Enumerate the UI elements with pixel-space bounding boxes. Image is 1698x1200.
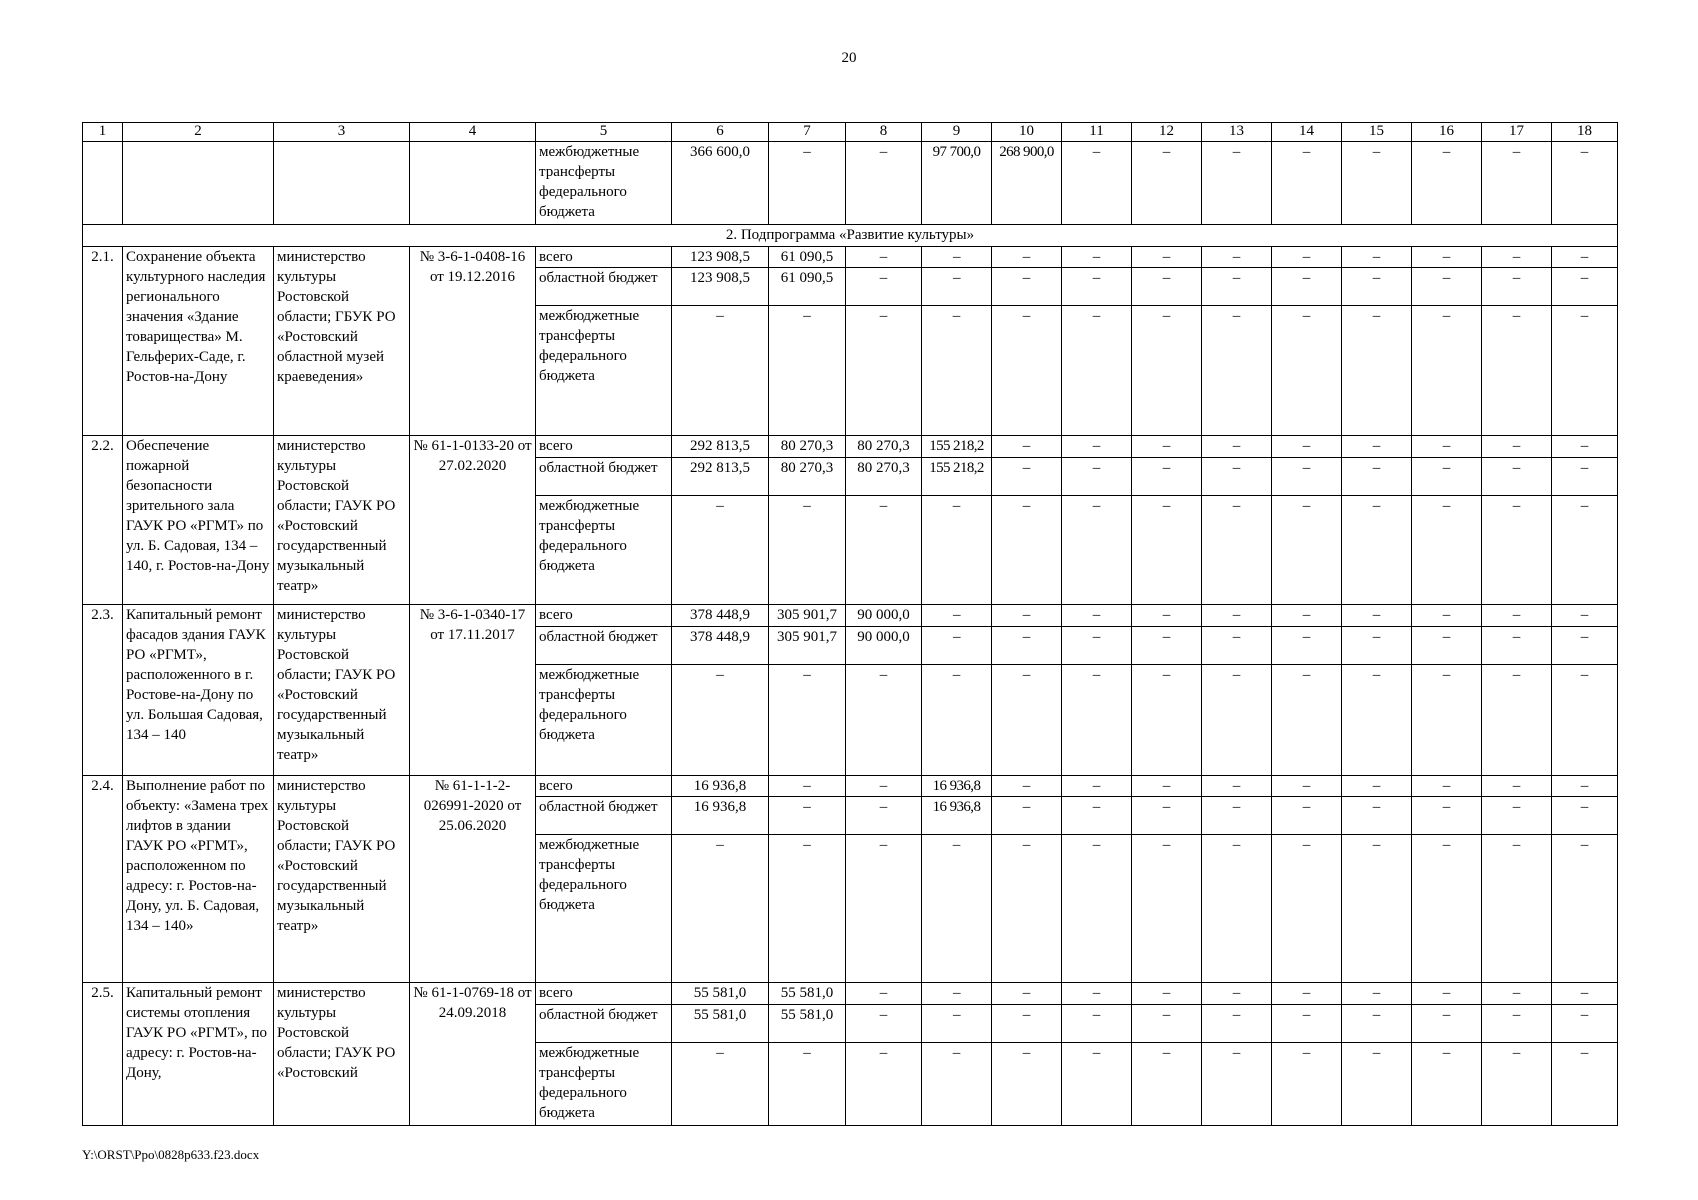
cont-source: межбюджетные трансферты федерального бюджета — [536, 142, 672, 225]
federal-col9: – — [922, 1042, 992, 1125]
header-col-8: 8 — [846, 123, 922, 142]
regional-col12: – — [1132, 626, 1202, 664]
section-title: 2. Подпрограмма «Развитие культуры» — [83, 225, 1618, 247]
total-col16: – — [1412, 605, 1482, 627]
regional-col11: – — [1062, 1004, 1132, 1042]
federal-col17: – — [1482, 306, 1552, 436]
total-col15: – — [1342, 605, 1412, 627]
source-total: всего — [536, 775, 672, 797]
total-col6: 16 936,8 — [672, 775, 769, 797]
total-col13: – — [1202, 436, 1272, 458]
regional-col14: – — [1272, 797, 1342, 835]
source-federal: межбюджетные трансферты федерального бюджета — [536, 664, 672, 775]
item-number: 2.3. — [83, 605, 123, 775]
federal-col8: – — [846, 664, 922, 775]
cont-col10: 268 900,0 — [992, 142, 1062, 225]
regional-col18: – — [1552, 1004, 1618, 1042]
regional-col7: 55 581,0 — [769, 1004, 846, 1042]
total-col14: – — [1272, 246, 1342, 268]
federal-col17: – — [1482, 495, 1552, 605]
cont-cell-3 — [274, 142, 410, 225]
item-number: 2.5. — [83, 983, 123, 1126]
cont-col11: – — [1062, 142, 1132, 225]
total-col16: – — [1412, 983, 1482, 1005]
source-regional: областной бюджет — [536, 797, 672, 835]
total-col9: – — [922, 983, 992, 1005]
federal-col16: – — [1412, 664, 1482, 775]
total-col14: – — [1272, 605, 1342, 627]
federal-col16: – — [1412, 306, 1482, 436]
federal-col6: – — [672, 1042, 769, 1125]
regional-col10: – — [992, 268, 1062, 306]
source-total: всего — [536, 983, 672, 1005]
regional-col9: – — [922, 1004, 992, 1042]
cont-cell-2 — [123, 142, 274, 225]
total-col13: – — [1202, 775, 1272, 797]
federal-col7: – — [769, 1042, 846, 1125]
total-col15: – — [1342, 775, 1412, 797]
source-total: всего — [536, 246, 672, 268]
cont-col12: – — [1132, 142, 1202, 225]
federal-col9: – — [922, 834, 992, 983]
total-col13: – — [1202, 246, 1272, 268]
regional-col17: – — [1482, 797, 1552, 835]
regional-col17: – — [1482, 268, 1552, 306]
cont-cell-4 — [410, 142, 536, 225]
federal-col9: – — [922, 664, 992, 775]
regional-col13: – — [1202, 797, 1272, 835]
regional-col7: 305 901,7 — [769, 626, 846, 664]
regional-col9: – — [922, 626, 992, 664]
federal-col11: – — [1062, 664, 1132, 775]
total-col14: – — [1272, 436, 1342, 458]
federal-col10: – — [992, 1042, 1062, 1125]
total-col7: 305 901,7 — [769, 605, 846, 627]
total-col6: 123 908,5 — [672, 246, 769, 268]
federal-col10: – — [992, 306, 1062, 436]
total-col11: – — [1062, 983, 1132, 1005]
total-col8: 90 000,0 — [846, 605, 922, 627]
regional-col9: – — [922, 268, 992, 306]
cont-col7: – — [769, 142, 846, 225]
federal-col13: – — [1202, 306, 1272, 436]
total-col18: – — [1552, 983, 1618, 1005]
regional-col16: – — [1412, 1004, 1482, 1042]
source-regional: областной бюджет — [536, 457, 672, 495]
document-number: № 3-6-1-0408-16 от 19.12.2016 — [410, 246, 536, 436]
federal-col9: – — [922, 306, 992, 436]
cont-col16: – — [1412, 142, 1482, 225]
regional-col9: 155 218,2 — [922, 457, 992, 495]
header-col-3: 3 — [274, 123, 410, 142]
cont-col9: 97 700,0 — [922, 142, 992, 225]
federal-col11: – — [1062, 834, 1132, 983]
object-name: Капитальный ремонт фасадов здания ГАУК РО «РГМТ», расположенного в г. Ростове-на-Дону по ул. Большая Садовая, 134 – 140 — [123, 605, 274, 775]
regional-col7: – — [769, 797, 846, 835]
regional-col16: – — [1412, 797, 1482, 835]
regional-col15: – — [1342, 1004, 1412, 1042]
item-row-total — [83, 436, 1618, 458]
customer-name: министерство культуры Ростовской области; ГАУК РО «Ростовский — [274, 983, 410, 1126]
federal-col17: – — [1482, 1042, 1552, 1125]
total-col16: – — [1412, 436, 1482, 458]
header-col-1: 1 — [83, 123, 123, 142]
table-body — [83, 123, 1618, 1126]
total-col17: – — [1482, 246, 1552, 268]
customer-name: министерство культуры Ростовской области; ГБУК РО «Ростовский областной музей краеведения» — [274, 246, 410, 436]
regional-col15: – — [1342, 797, 1412, 835]
total-col7: 55 581,0 — [769, 983, 846, 1005]
federal-col13: – — [1202, 1042, 1272, 1125]
federal-col13: – — [1202, 834, 1272, 983]
federal-col12: – — [1132, 664, 1202, 775]
total-col8: – — [846, 983, 922, 1005]
item-row-total — [83, 246, 1618, 268]
header-col-12: 12 — [1132, 123, 1202, 142]
federal-col7: – — [769, 664, 846, 775]
federal-col15: – — [1342, 1042, 1412, 1125]
federal-col16: – — [1412, 1042, 1482, 1125]
regional-col8: – — [846, 1004, 922, 1042]
regional-col6: 378 448,9 — [672, 626, 769, 664]
federal-col12: – — [1132, 1042, 1202, 1125]
header-col-11: 11 — [1062, 123, 1132, 142]
object-name: Выполнение работ по объекту: «Замена трех лифтов в здании ГАУК РО «РГМТ», расположенном по адресу: г. Ростов-на-Дону, ул. Б. Садовая, 134 – 140» — [123, 775, 274, 983]
federal-col6: – — [672, 306, 769, 436]
total-col10: – — [992, 775, 1062, 797]
federal-col15: – — [1342, 306, 1412, 436]
federal-col16: – — [1412, 834, 1482, 983]
item-row-total — [83, 605, 1618, 627]
federal-col18: – — [1552, 664, 1618, 775]
regional-col13: – — [1202, 626, 1272, 664]
header-col-6: 6 — [672, 123, 769, 142]
federal-col7: – — [769, 495, 846, 605]
item-row-total — [83, 983, 1618, 1005]
source-regional: областной бюджет — [536, 268, 672, 306]
total-col12: – — [1132, 983, 1202, 1005]
document-number: № 61-1-0133-20 от 27.02.2020 — [410, 436, 536, 605]
federal-col18: – — [1552, 495, 1618, 605]
total-col10: – — [992, 983, 1062, 1005]
total-col8: 80 270,3 — [846, 436, 922, 458]
total-col9: – — [922, 605, 992, 627]
federal-col13: – — [1202, 664, 1272, 775]
header-col-16: 16 — [1412, 123, 1482, 142]
total-col6: 292 813,5 — [672, 436, 769, 458]
regional-col7: 61 090,5 — [769, 268, 846, 306]
federal-col6: – — [672, 664, 769, 775]
header-col-14: 14 — [1272, 123, 1342, 142]
cont-col15: – — [1342, 142, 1412, 225]
cont-col18: – — [1552, 142, 1618, 225]
total-col8: – — [846, 246, 922, 268]
regional-col14: – — [1272, 268, 1342, 306]
federal-col8: – — [846, 306, 922, 436]
regional-col7: 80 270,3 — [769, 457, 846, 495]
source-regional: областной бюджет — [536, 626, 672, 664]
regional-col15: – — [1342, 268, 1412, 306]
federal-col14: – — [1272, 1042, 1342, 1125]
federal-col8: – — [846, 495, 922, 605]
item-number: 2.1. — [83, 246, 123, 436]
federal-col10: – — [992, 664, 1062, 775]
document-number: № 61-1-1-2-026991-2020 от 25.06.2020 — [410, 775, 536, 983]
regional-col6: 16 936,8 — [672, 797, 769, 835]
header-col-7: 7 — [769, 123, 846, 142]
total-col14: – — [1272, 775, 1342, 797]
total-col12: – — [1132, 436, 1202, 458]
regional-col18: – — [1552, 457, 1618, 495]
federal-col14: – — [1272, 306, 1342, 436]
total-col11: – — [1062, 605, 1132, 627]
customer-name: министерство культуры Ростовской области; ГАУК РО «Ростовский государственный музыкальный театр» — [274, 436, 410, 605]
header-col-2: 2 — [123, 123, 274, 142]
total-col6: 55 581,0 — [672, 983, 769, 1005]
header-col-18: 18 — [1552, 123, 1618, 142]
customer-name: министерство культуры Ростовской области; ГАУК РО «Ростовский государственный музыкальный театр» — [274, 775, 410, 983]
source-federal: межбюджетные трансферты федерального бюджета — [536, 1042, 672, 1125]
regional-col6: 55 581,0 — [672, 1004, 769, 1042]
total-col7: 61 090,5 — [769, 246, 846, 268]
source-regional: областной бюджет — [536, 1004, 672, 1042]
total-col11: – — [1062, 775, 1132, 797]
source-total: всего — [536, 605, 672, 627]
regional-col18: – — [1552, 626, 1618, 664]
source-federal: межбюджетные трансферты федерального бюджета — [536, 306, 672, 436]
federal-col8: – — [846, 1042, 922, 1125]
regional-col13: – — [1202, 457, 1272, 495]
header-col-13: 13 — [1202, 123, 1272, 142]
total-col18: – — [1552, 246, 1618, 268]
page-number: 20 — [841, 50, 857, 66]
cont-col6: 366 600,0 — [672, 142, 769, 225]
total-col12: – — [1132, 246, 1202, 268]
federal-col15: – — [1342, 495, 1412, 605]
federal-col14: – — [1272, 664, 1342, 775]
federal-col15: – — [1342, 834, 1412, 983]
total-col9: 155 218,2 — [922, 436, 992, 458]
federal-col7: – — [769, 834, 846, 983]
source-federal: межбюджетные трансферты федерального бюджета — [536, 495, 672, 605]
total-col15: – — [1342, 246, 1412, 268]
regional-col8: – — [846, 268, 922, 306]
header-row — [83, 123, 1618, 142]
federal-col11: – — [1062, 1042, 1132, 1125]
regional-col14: – — [1272, 626, 1342, 664]
total-col17: – — [1482, 605, 1552, 627]
regional-col13: – — [1202, 1004, 1272, 1042]
federal-col6: – — [672, 495, 769, 605]
total-col10: – — [992, 605, 1062, 627]
regional-col11: – — [1062, 626, 1132, 664]
federal-col11: – — [1062, 495, 1132, 605]
regional-col18: – — [1552, 797, 1618, 835]
federal-col13: – — [1202, 495, 1272, 605]
total-col7: 80 270,3 — [769, 436, 846, 458]
regional-col17: – — [1482, 1004, 1552, 1042]
regional-col13: – — [1202, 268, 1272, 306]
federal-col7: – — [769, 306, 846, 436]
federal-col10: – — [992, 834, 1062, 983]
total-col6: 378 448,9 — [672, 605, 769, 627]
federal-col9: – — [922, 495, 992, 605]
total-col18: – — [1552, 775, 1618, 797]
federal-col14: – — [1272, 495, 1342, 605]
regional-col18: – — [1552, 268, 1618, 306]
total-col15: – — [1342, 983, 1412, 1005]
federal-col12: – — [1132, 834, 1202, 983]
regional-col12: – — [1132, 1004, 1202, 1042]
regional-col12: – — [1132, 268, 1202, 306]
total-col9: – — [922, 246, 992, 268]
header-col-5: 5 — [536, 123, 672, 142]
regional-col16: – — [1412, 626, 1482, 664]
regional-col11: – — [1062, 797, 1132, 835]
total-col12: – — [1132, 775, 1202, 797]
source-total: всего — [536, 436, 672, 458]
investment-table — [82, 122, 1618, 1126]
object-name: Сохранение объекта культурного наследия регионального значения «Здание товарищества» М. Гельферих-Саде, г. Ростов-на-Дону — [123, 246, 274, 436]
federal-col10: – — [992, 495, 1062, 605]
total-col14: – — [1272, 983, 1342, 1005]
federal-col18: – — [1552, 306, 1618, 436]
item-number: 2.2. — [83, 436, 123, 605]
regional-col16: – — [1412, 457, 1482, 495]
total-col15: – — [1342, 436, 1412, 458]
federal-col11: – — [1062, 306, 1132, 436]
regional-col17: – — [1482, 457, 1552, 495]
regional-col10: – — [992, 457, 1062, 495]
total-col17: – — [1482, 436, 1552, 458]
federal-col6: – — [672, 834, 769, 983]
federal-col17: – — [1482, 664, 1552, 775]
regional-col10: – — [992, 797, 1062, 835]
regional-col10: – — [992, 626, 1062, 664]
object-name: Капитальный ремонт системы отопления ГАУК РО «РГМТ», по адресу: г. Ростов-на-Дону, — [123, 983, 274, 1126]
federal-col18: – — [1552, 1042, 1618, 1125]
regional-col11: – — [1062, 268, 1132, 306]
regional-col9: 16 936,8 — [922, 797, 992, 835]
regional-col15: – — [1342, 626, 1412, 664]
total-col13: – — [1202, 605, 1272, 627]
object-name: Обеспечение пожарной безопасности зрительного зала ГАУК РО «РГМТ» по ул. Б. Садовая, 134 – 140, г. Ростов-на-Дону — [123, 436, 274, 605]
total-col16: – — [1412, 775, 1482, 797]
regional-col15: – — [1342, 457, 1412, 495]
cont-col13: – — [1202, 142, 1272, 225]
total-col7: – — [769, 775, 846, 797]
regional-col11: – — [1062, 457, 1132, 495]
total-col18: – — [1552, 436, 1618, 458]
total-col11: – — [1062, 436, 1132, 458]
total-col13: – — [1202, 983, 1272, 1005]
regional-col14: – — [1272, 1004, 1342, 1042]
document-number: № 61-1-0769-18 от 24.09.2018 — [410, 983, 536, 1126]
footer-file-path: Y:\ORST\Ppo\0828p633.f23.docx — [82, 1147, 260, 1162]
federal-col15: – — [1342, 664, 1412, 775]
regional-col8: 90 000,0 — [846, 626, 922, 664]
total-col8: – — [846, 775, 922, 797]
total-col17: – — [1482, 983, 1552, 1005]
cont-col17: – — [1482, 142, 1552, 225]
continuation-row — [83, 142, 1618, 225]
item-row-total — [83, 775, 1618, 797]
federal-col12: – — [1132, 495, 1202, 605]
regional-col6: 292 813,5 — [672, 457, 769, 495]
regional-col6: 123 908,5 — [672, 268, 769, 306]
regional-col12: – — [1132, 797, 1202, 835]
regional-col17: – — [1482, 626, 1552, 664]
federal-col16: – — [1412, 495, 1482, 605]
section-row — [83, 225, 1618, 247]
regional-col10: – — [992, 1004, 1062, 1042]
total-col11: – — [1062, 246, 1132, 268]
cont-cell-1 — [83, 142, 123, 225]
header-col-15: 15 — [1342, 123, 1412, 142]
header-col-9: 9 — [922, 123, 992, 142]
regional-col12: – — [1132, 457, 1202, 495]
header-col-4: 4 — [410, 123, 536, 142]
federal-col18: – — [1552, 834, 1618, 983]
regional-col16: – — [1412, 268, 1482, 306]
total-col10: – — [992, 246, 1062, 268]
header-col-10: 10 — [992, 123, 1062, 142]
item-number: 2.4. — [83, 775, 123, 983]
source-federal: межбюджетные трансферты федерального бюджета — [536, 834, 672, 983]
total-col17: – — [1482, 775, 1552, 797]
federal-col17: – — [1482, 834, 1552, 983]
total-col18: – — [1552, 605, 1618, 627]
customer-name: министерство культуры Ростовской области; ГАУК РО «Ростовский государственный музыкальный театр» — [274, 605, 410, 775]
total-col10: – — [992, 436, 1062, 458]
federal-col14: – — [1272, 834, 1342, 983]
regional-col8: 80 270,3 — [846, 457, 922, 495]
document-number: № 3-6-1-0340-17 от 17.11.2017 — [410, 605, 536, 775]
federal-col12: – — [1132, 306, 1202, 436]
regional-col8: – — [846, 797, 922, 835]
total-col9: 16 936,8 — [922, 775, 992, 797]
total-col16: – — [1412, 246, 1482, 268]
cont-col8: – — [846, 142, 922, 225]
header-col-17: 17 — [1482, 123, 1552, 142]
total-col12: – — [1132, 605, 1202, 627]
cont-col14: – — [1272, 142, 1342, 225]
federal-col8: – — [846, 834, 922, 983]
regional-col14: – — [1272, 457, 1342, 495]
